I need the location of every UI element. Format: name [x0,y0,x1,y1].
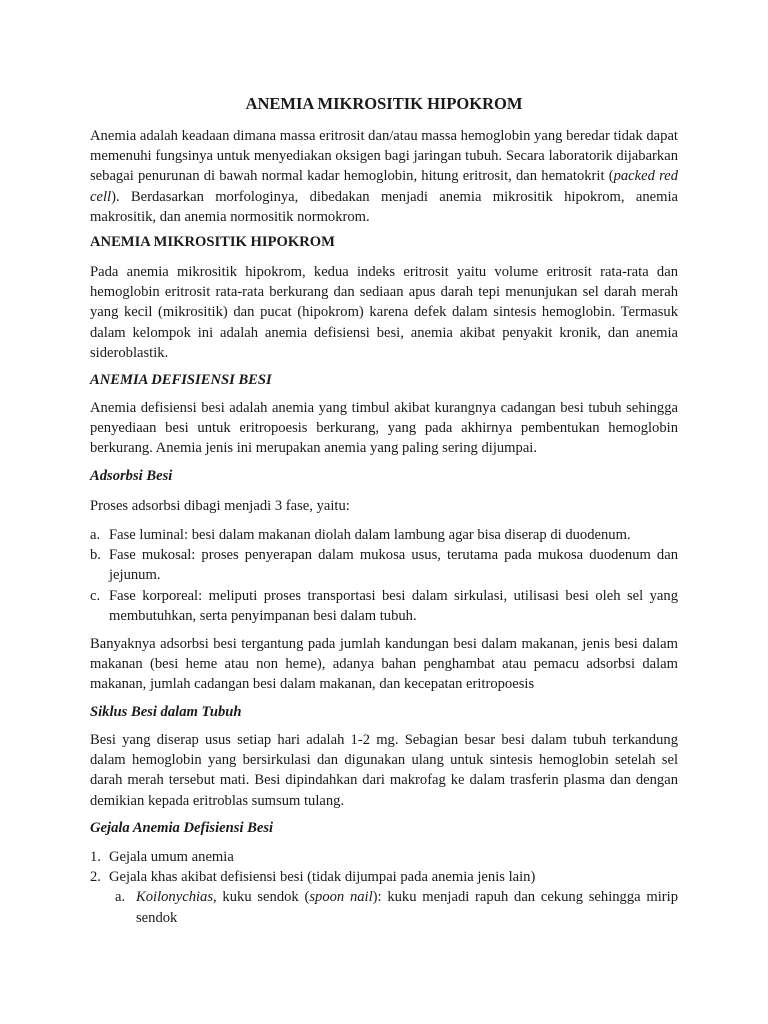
list-item-text: Fase korporeal: meliputi proses transportasi besi dalam sirkulasi, utilisasi besi oleh sel yang membutuhkan, serta penyimpanan besi dalam tubuh. [109,587,678,624]
adsorbsi-intro: Proses adsorbsi dibagi menjadi 3 fase, yaitu: [90,498,350,514]
sub-text-rest: ): kuku menjadi rapuh dan cekung sehingga mirip sendok [136,889,678,926]
intro-text-2: ). Berdasarkan morfologinya, dibedakan menjadi anemia mikrositik hipokrom, anemia makrositik, dan anemia normositik normokrom. [90,188,678,225]
list-item-text: Gejala khas akibat defisiensi besi (tidak dijumpai pada anemia jenis lain) [109,869,536,886]
sub-list-marker: a. [115,889,126,906]
section-heading-defisiensi: ANEMIA DEFISIENSI BESI [90,372,272,388]
sub-list-item-text [136,887,678,927]
list-item [90,525,678,545]
document-title: ANEMIA MIKROSITIK HIPOKROM [245,94,523,113]
list-marker: b. [90,547,101,564]
gejala-list [90,847,678,928]
list-marker: a. [90,527,101,543]
list-item [90,586,678,626]
list-marker: 1. [90,849,101,865]
mikrositik-paragraph: Pada anemia mikrositik hipokrom, kedua indeks eritrosit yaitu volume eritrosit rata-rata dan hemoglobin eritrosit rata-rata berkurang dan sediaan apus darah tepi menunjukan sel darah merah yang kecil (mikrositik) dan pucat (hipokrom) karena defek dalam sintesis hemoglobin. Termasuk dalam kelompok ini adalah anemia defisiensi besi, anemia akibat penyakit kronik, dan anemia sideroblastik. [90,264,678,361]
subheading-gejala: Gejala Anemia Defisiensi Besi [90,820,274,836]
list-item [90,545,678,585]
siklus-paragraph: Besi yang diserap usus setiap hari adalah 1-2 mg. Sebagian besar besi dalam tubuh terkandung dalam hemoglobin yang bersirkulasi dan digunakan ulang untuk sintesis hemoglobin setelah sel darah merah tersebut mati. Besi dipindahkan dari makrofag ke dalam trasferin plasma dan dengan demikian kepada eritroblas sumsum tulang. [90,732,678,809]
subheading-siklus: Siklus Besi dalam Tubuh [90,704,242,720]
term-spoon-nail: spoon nail [309,889,373,906]
list-item-text: Gejala umum anemia [109,849,234,865]
intro-emphasis: packed red cell [90,168,678,205]
adsorbsi-phase-list [90,525,678,626]
term-koilonychias: Koilonychias [136,889,214,906]
intro-text-1: Anemia adalah keadaan dimana massa eritrosit dan/atau massa hemoglobin yang beredar tidak dapat memenuhi fungsinya untuk menyediakan oksigen bagi jaringan tubuh. Secara laboratorik dijabarkan sebagai penurunan di bawah normal kadar hemoglobin, hitung eritrosit, dan hematokrit ( [90,128,678,185]
list-marker: c. [90,587,101,604]
defisiensi-paragraph: Anemia defisiensi besi adalah anemia yang timbul akibat kurangnya cadangan besi tubuh sehingga penyediaan besi untuk eritropoesis berkurang, yang pada akhirnya pembentukan hemoglobin berkurang. Anemia jenis ini merupakan anemia yang paling sering dijumpai. [90,400,678,457]
subheading-adsorbsi: Adsorbsi Besi [90,468,173,484]
list-item-text: Fase mukosal: proses penyerapan dalam mukosa usus, terutama pada mukosa duodenum dan jejunum. [109,547,678,584]
list-marker: 2. [90,869,101,886]
sub-text-mid: , kuku sendok ( [213,889,310,906]
list-item-text: Fase luminal: besi dalam makanan diolah dalam lambung agar bisa diserap di duodenum. [109,527,631,543]
intro-paragraph [90,126,678,227]
list-item [90,847,678,867]
adsorbsi-closing-paragraph: Banyaknya adsorbsi besi tergantung pada jumlah kandungan besi dalam makanan, jenis besi dalam makanan (besi heme atau non heme), adanya bahan penghambat atau pemacu adsorbsi dalam makanan, jumlah cadangan besi dalam makanan, dan kecepatan eritropoesis [90,636,678,693]
list-item [90,867,678,887]
section-heading-mikrositik: ANEMIA MIKROSITIK HIPOKROM [90,234,335,250]
sub-list-item [90,887,678,927]
